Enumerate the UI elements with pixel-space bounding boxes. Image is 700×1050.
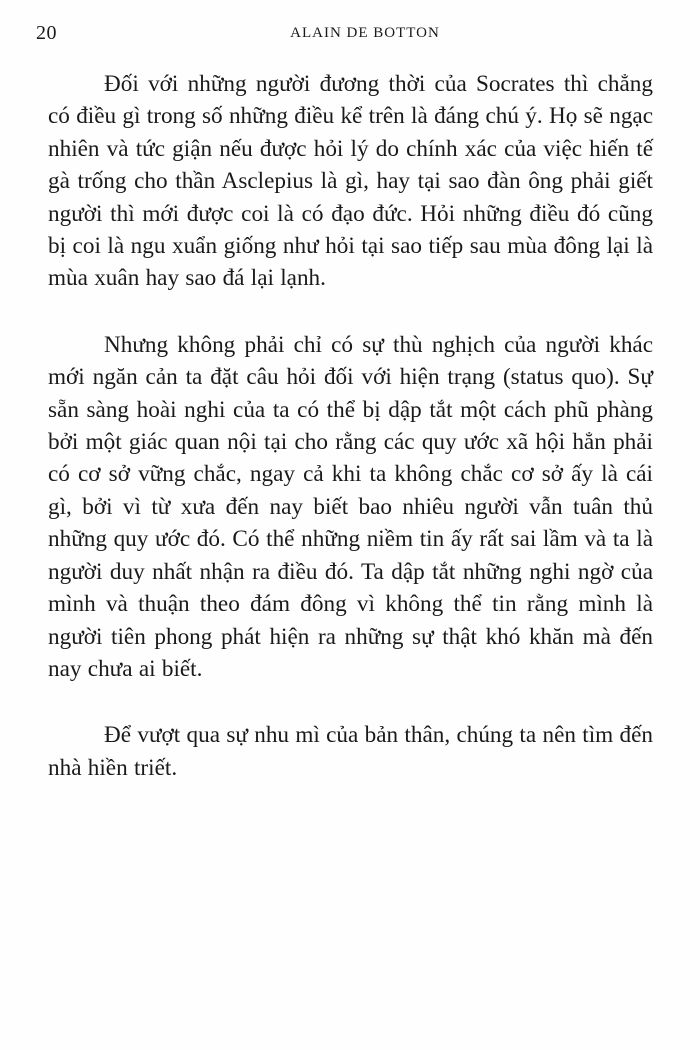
page-number: 20 — [36, 22, 57, 44]
paragraph: Nhưng không phải chỉ có sự thù nghịch của người khác mới ngăn cản ta đặt câu hỏi đối với hiện trạng (status quo). Sự sẵn sàng hoài nghi của ta có thể bị dập tắt một cách phũ phàng bởi một giác quan nội tại cho rằng các quy ước xã hội hẳn phải có cơ sở vững chắc, ngay cả khi ta không chắc cơ sở ấy là cái gì, bởi vì từ xưa đến nay biết bao nhiêu người vẫn tuân thủ những quy ước đó. Có thể những niềm tin ấy rất sai lầm và ta là người duy nhất nhận ra điều đó. Ta dập tắt những nghi ngờ của mình và thuận theo đám đông vì không thể tin rằng mình là người tiên phong phát hiện ra những sự thật khó khăn mà đến nay chưa ai biết. — [48, 331, 653, 682]
running-head: ALAIN DE BOTTON — [290, 25, 440, 41]
page-header — [36, 22, 664, 50]
paragraph: Để vượt qua sự nhu mì của bản thân, chúng ta nên tìm đến nhà hiền triết. — [48, 722, 653, 781]
page-body — [48, 68, 653, 784]
paragraph: Đối với những người đương thời của Socrates thì chẳng có điều gì trong số những điều kể trên là đáng chú ý. Họ sẽ ngạc nhiên và tức giận nếu được hỏi lý do chính xác của việc hiến tế gà trống cho thần Asclepius là gì, hay tại sao đàn ông phải giết người thì mới được coi là có đạo đức. Hỏi những điều đó cũng bị coi là ngu xuẩn giống như hỏi tại sao tiếp sau mùa đông lại là mùa xuân hay sao đá lại lạnh. — [48, 71, 653, 292]
